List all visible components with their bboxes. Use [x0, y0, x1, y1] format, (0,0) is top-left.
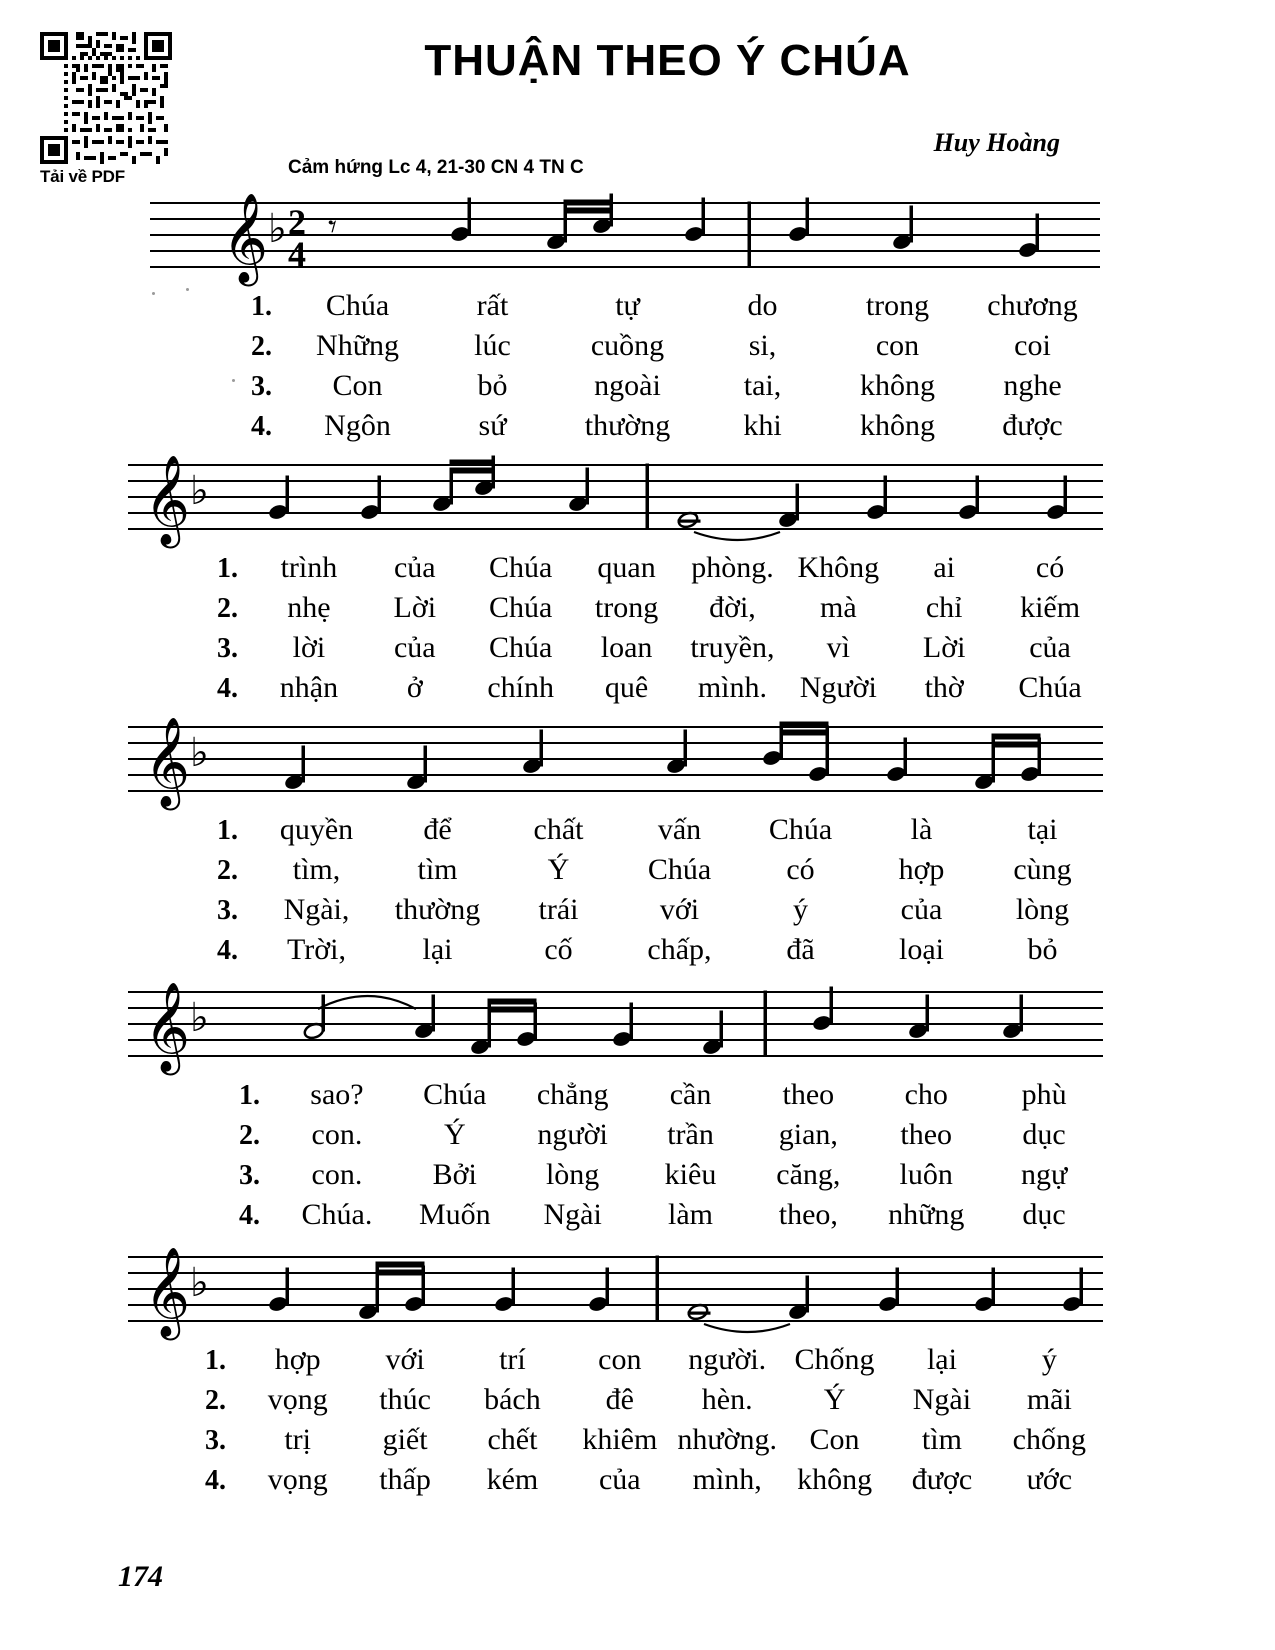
- syllable: căng,: [776, 1157, 841, 1191]
- syllable-row: [244, 1460, 1103, 1500]
- syllable: lời: [292, 630, 326, 664]
- syllable: mình,: [692, 1462, 762, 1496]
- syllable: thường: [584, 408, 671, 442]
- lyric-line: [176, 588, 1103, 628]
- syllable: trí: [499, 1343, 526, 1376]
- staff: [128, 1240, 1103, 1336]
- syllable: chống: [1012, 1422, 1086, 1456]
- verse-number: 1.: [217, 815, 238, 846]
- syllable: truyền,: [690, 630, 775, 664]
- syllable: chất: [533, 813, 584, 846]
- syllable: kém: [486, 1462, 539, 1496]
- verse-number: 4.: [239, 1199, 260, 1231]
- syllable-row: [290, 286, 1100, 326]
- syllable: đê: [605, 1382, 634, 1416]
- verse-number: 1.: [239, 1080, 260, 1111]
- syllable: ở: [406, 670, 423, 704]
- syllable: Chúa.: [301, 1197, 373, 1231]
- syllable: không: [797, 1462, 873, 1496]
- pdf-download-label[interactable]: Tải về PDF: [40, 167, 125, 186]
- syllable: cần: [669, 1078, 712, 1111]
- music-notation: [128, 448, 1103, 544]
- syllable: con: [875, 328, 920, 362]
- svg-text:♭: ♭: [190, 730, 209, 776]
- syllable-row: [290, 326, 1100, 366]
- syllable: ai: [933, 551, 956, 584]
- syllable: Con: [332, 368, 383, 402]
- lyric-line: [176, 890, 1103, 930]
- syllable: trần: [667, 1117, 714, 1151]
- syllable: Con: [809, 1422, 860, 1456]
- syllable: trái: [538, 892, 579, 926]
- page-title: THUẬN THEO Ý CHÚA: [424, 36, 911, 85]
- syllable: khiêm: [582, 1422, 658, 1456]
- syllable: ngự: [1020, 1157, 1068, 1191]
- syllable: Lời: [393, 590, 437, 624]
- syllable: Không: [797, 551, 880, 584]
- syllable-row: [244, 1340, 1103, 1380]
- syllable: là: [910, 813, 933, 846]
- page-number: 174: [118, 1560, 163, 1593]
- syllable: thúc: [379, 1382, 431, 1416]
- syllable-row: [278, 1115, 1103, 1155]
- syllable: Lời: [922, 630, 966, 664]
- verse-number: 4.: [251, 410, 272, 442]
- syllable: mà: [819, 590, 857, 624]
- verse-number: 2.: [239, 1119, 260, 1151]
- syllable: Chúa: [489, 551, 553, 584]
- svg-text:𝄞: 𝄞: [144, 455, 191, 545]
- svg-text:2: 2: [288, 202, 306, 242]
- syllable: Chúa: [768, 813, 833, 846]
- syllable: vì: [826, 630, 850, 664]
- syllable: phòng.: [691, 551, 774, 584]
- syllable: nhẹ: [287, 590, 331, 624]
- syllable: Chúa: [423, 1078, 487, 1111]
- syllable-row: [256, 628, 1103, 668]
- lyric-line: [176, 628, 1103, 668]
- syllable: với: [385, 1343, 425, 1376]
- syllable: giết: [382, 1422, 428, 1456]
- syllable: quan: [597, 551, 656, 584]
- verse-number: 1.: [205, 1345, 226, 1376]
- svg-text:𝄞: 𝄞: [144, 982, 191, 1072]
- syllable: không: [860, 408, 935, 442]
- syllable: Những: [316, 328, 399, 362]
- syllable: Chúa: [489, 630, 553, 664]
- syllable: Ý: [443, 1117, 466, 1151]
- verse-number: 2.: [217, 854, 238, 886]
- syllable: rất: [476, 289, 509, 322]
- music-system-5: [128, 1240, 1103, 1500]
- syllable: ngoài: [594, 368, 661, 402]
- syllable: theo,: [778, 1197, 838, 1231]
- syllable: sao?: [310, 1078, 364, 1111]
- svg-text:♭: ♭: [268, 206, 287, 252]
- syllable: vấn: [657, 813, 702, 846]
- lyric-line: [176, 548, 1103, 588]
- lyric-line: [198, 1155, 1103, 1195]
- lyric-line: [198, 1195, 1103, 1235]
- syllable: tìm: [921, 1422, 962, 1456]
- verse-number: 3.: [217, 894, 238, 926]
- syllable-row: [278, 1075, 1103, 1115]
- verse-number: 1.: [251, 291, 272, 322]
- verse-number: 4.: [205, 1464, 226, 1496]
- syllable: luôn: [899, 1157, 953, 1191]
- music-notation: [128, 975, 1103, 1071]
- svg-text:𝄾: 𝄾: [328, 207, 338, 247]
- syllable: trong: [865, 289, 930, 322]
- lyric-line: [176, 810, 1103, 850]
- syllable: coi: [1014, 328, 1051, 362]
- syllable: bỏ: [477, 368, 508, 402]
- lyric-line: [176, 850, 1103, 890]
- syllable: những: [888, 1197, 965, 1231]
- music-system-4: [128, 975, 1103, 1235]
- syllable: hợp: [274, 1343, 321, 1376]
- syllable: làm: [668, 1197, 713, 1231]
- syllable: Người: [799, 670, 877, 704]
- syllable: chấp,: [647, 932, 712, 966]
- composer-name: Huy Hoàng: [933, 128, 1060, 157]
- syllable: bách: [484, 1382, 541, 1416]
- lyrics-block: [150, 286, 1100, 446]
- syllable: chẳng: [536, 1078, 609, 1111]
- syllable: trình: [280, 551, 338, 584]
- syllable: nhường.: [677, 1422, 777, 1456]
- syllable: cố: [544, 932, 573, 966]
- lyric-line: [210, 406, 1100, 446]
- syllable: phù: [1021, 1078, 1067, 1111]
- syllable: trong: [594, 590, 659, 624]
- lyric-line: [176, 668, 1103, 708]
- syllable: ý: [1041, 1343, 1057, 1376]
- syllable: để: [423, 813, 452, 846]
- music-notation: [128, 1240, 1103, 1336]
- music-notation: [128, 710, 1103, 806]
- svg-text:𝄞: 𝄞: [222, 193, 269, 283]
- syllable: lòng: [545, 1157, 600, 1191]
- syllable: ý: [793, 892, 808, 926]
- syllable-row: [290, 366, 1100, 406]
- syllable: Chúa: [489, 590, 553, 624]
- syllable: lại: [422, 932, 453, 966]
- lyrics-block: [128, 1340, 1103, 1500]
- syllable: tai,: [743, 368, 782, 402]
- syllable: lại: [926, 1343, 957, 1376]
- syllable: Chúa: [325, 289, 390, 322]
- syllable: thường: [394, 892, 481, 926]
- syllable: mình.: [697, 670, 768, 704]
- syllable-row: [256, 930, 1103, 970]
- syllable-row: [256, 588, 1103, 628]
- lyric-line: [198, 1075, 1103, 1115]
- syllable-row: [290, 406, 1100, 446]
- music-system-2: [128, 448, 1103, 708]
- syllable: của: [393, 551, 436, 584]
- verse-number: 2.: [205, 1384, 226, 1416]
- verse-number: 2.: [217, 592, 238, 624]
- syllable: theo: [782, 1078, 835, 1111]
- svg-text:4: 4: [288, 234, 306, 274]
- syllable-row: [244, 1420, 1103, 1460]
- syllable: gian,: [778, 1117, 838, 1151]
- syllable-row: [256, 890, 1103, 930]
- lyric-line: [164, 1420, 1103, 1460]
- syllable-row: [256, 850, 1103, 890]
- syllable: Ý: [547, 852, 570, 886]
- syllable: vọng: [267, 1382, 328, 1416]
- syllable: cùng: [1013, 852, 1072, 886]
- syllable: Chúa: [1018, 670, 1082, 704]
- syllable: do: [747, 289, 778, 322]
- staff: [128, 710, 1103, 806]
- syllable: của: [900, 892, 943, 926]
- verse-number: 3.: [239, 1159, 260, 1191]
- syllable: Ngài,: [283, 892, 350, 926]
- syllable: chương: [987, 289, 1078, 322]
- lyrics-block: [128, 548, 1103, 708]
- lyric-line: [164, 1460, 1103, 1500]
- music-system-3: [128, 710, 1103, 970]
- lyrics-block: [128, 1075, 1103, 1235]
- verse-number: 3.: [217, 632, 238, 664]
- svg-text:♭: ♭: [190, 995, 209, 1041]
- syllable: Ngài: [912, 1382, 972, 1416]
- verse-number: 4.: [217, 934, 238, 966]
- syllable: Muốn: [418, 1197, 491, 1231]
- syllable: người.: [688, 1343, 767, 1376]
- syllable-row: [256, 548, 1103, 588]
- syllable-row: [278, 1155, 1103, 1195]
- syllable: tìm: [417, 852, 458, 886]
- syllable: Ý: [823, 1382, 846, 1416]
- syllable: chính: [487, 670, 555, 704]
- lyrics-block: [128, 810, 1103, 970]
- syllable: hèn.: [701, 1382, 753, 1416]
- svg-text:𝄞: 𝄞: [144, 1247, 191, 1337]
- syllable: cho: [904, 1078, 948, 1111]
- syllable: kiêu: [664, 1157, 717, 1191]
- syllable: sứ: [478, 408, 507, 442]
- verse-number: 3.: [205, 1424, 226, 1456]
- music-system-1: [150, 186, 1100, 446]
- syllable: của: [393, 630, 436, 664]
- lyric-line: [164, 1380, 1103, 1420]
- syllable: trị: [284, 1422, 312, 1456]
- syllable: cuồng: [590, 328, 665, 362]
- syllable: vọng: [267, 1462, 328, 1496]
- syllable: con.: [311, 1157, 363, 1191]
- lyric-line: [198, 1115, 1103, 1155]
- syllable: tại: [1027, 813, 1058, 846]
- syllable: Chúa: [647, 852, 712, 886]
- syllable: con: [598, 1343, 642, 1376]
- syllable: dục: [1022, 1197, 1066, 1231]
- syllable: Ngài: [543, 1197, 602, 1231]
- syllable: thấp: [379, 1462, 431, 1496]
- syllable: Ngôn: [324, 408, 391, 442]
- lyric-line: [210, 366, 1100, 406]
- syllable: loan: [600, 630, 653, 664]
- syllable: quê: [604, 670, 649, 704]
- syllable: ước: [1026, 1462, 1073, 1496]
- verse-number: 1.: [217, 553, 238, 584]
- syllable: Trời,: [287, 932, 346, 966]
- syllable: tìm,: [292, 852, 341, 886]
- svg-text:𝄞: 𝄞: [144, 717, 191, 807]
- staff: [128, 448, 1103, 544]
- syllable: hợp: [898, 852, 945, 886]
- syllable: có: [786, 852, 815, 886]
- lyric-line: [164, 1340, 1103, 1380]
- syllable: đời,: [709, 590, 756, 624]
- syllable: mãi: [1026, 1382, 1072, 1416]
- syllable: tự: [615, 289, 640, 322]
- syllable: lòng: [1015, 892, 1070, 926]
- syllable: quyền: [279, 813, 354, 846]
- syllable-row: [244, 1380, 1103, 1420]
- syllable-row: [278, 1195, 1103, 1235]
- music-notation: [150, 186, 1100, 282]
- syllable: lúc: [474, 328, 511, 362]
- syllable: chỉ: [925, 590, 963, 624]
- svg-text:♭: ♭: [190, 1260, 209, 1306]
- syllable: được: [911, 1462, 973, 1496]
- syllable: với: [659, 892, 700, 926]
- verse-number: 2.: [251, 330, 272, 362]
- staff: [150, 186, 1100, 282]
- staff: [128, 975, 1103, 1071]
- syllable: khi: [743, 408, 782, 442]
- syllable: đã: [786, 932, 815, 966]
- syllable: nghe: [1003, 368, 1062, 402]
- svg-text:♭: ♭: [190, 468, 209, 514]
- syllable: Chống: [794, 1343, 875, 1376]
- lyric-line: [210, 326, 1100, 366]
- syllable: bỏ: [1027, 932, 1058, 966]
- lyric-line: [210, 286, 1100, 326]
- syllable: của: [598, 1462, 641, 1496]
- syllable-row: [256, 810, 1103, 850]
- syllable: người: [537, 1117, 608, 1151]
- syllable: kiếm: [1020, 590, 1081, 624]
- syllable: theo: [900, 1117, 953, 1151]
- syllable: có: [1035, 551, 1065, 584]
- verse-number: 3.: [251, 370, 272, 402]
- syllable: con.: [311, 1117, 363, 1151]
- lyric-line: [176, 930, 1103, 970]
- syllable: thờ: [924, 670, 964, 704]
- syllable: si,: [748, 328, 777, 362]
- syllable: không: [860, 368, 935, 402]
- syllable: của: [1029, 630, 1071, 664]
- syllable: loại: [899, 932, 944, 966]
- syllable: nhận: [279, 670, 339, 704]
- verse-number: 4.: [217, 672, 238, 704]
- syllable-row: [256, 668, 1103, 708]
- syllable: Bởi: [432, 1157, 477, 1191]
- syllable: được: [1002, 408, 1063, 442]
- syllable: chết: [487, 1422, 538, 1456]
- syllable: dục: [1022, 1117, 1066, 1151]
- inspiration-note: Cảm hứng Lc 4, 21-30 CN 4 TN C: [288, 157, 584, 178]
